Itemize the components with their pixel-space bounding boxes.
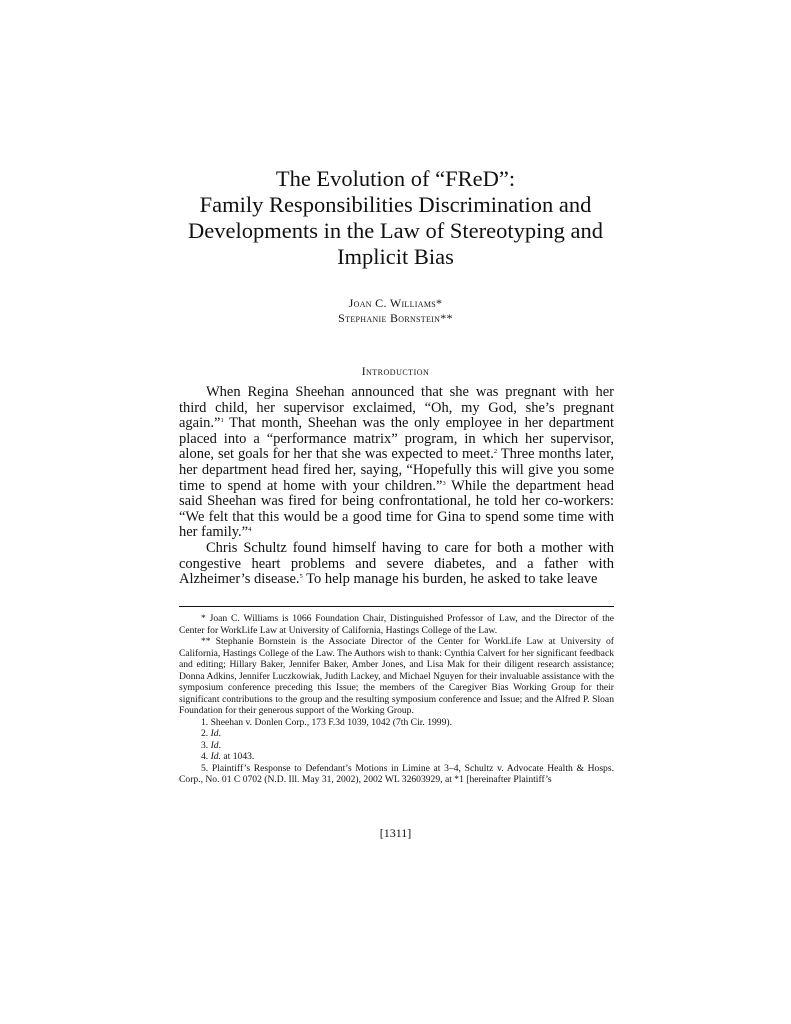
footnote-2-rest: . xyxy=(218,728,222,739)
footnote-ref-4[interactable]: 4 xyxy=(248,526,252,534)
footnotes xyxy=(179,613,614,786)
title-line-1: The Evolution of “FReD”: xyxy=(275,166,516,191)
footnote-ref-1[interactable]: 1 xyxy=(220,417,224,425)
footnote-2 xyxy=(179,728,614,740)
paragraph-1 xyxy=(179,385,614,541)
footnote-1-number: 1. xyxy=(201,716,209,728)
footnote-author-1: * Joan C. Williams is 1066 Foundation Chair, Distinguished Professor of Law, and the Director of the Center for WorkLife Law at University of California, Hastings College of the Law. xyxy=(179,613,614,636)
p1-sentence-3: Three months later, her department head fired her, saying, “Hopefully this will give you some time to spend at home with your children.” xyxy=(179,446,614,494)
footnote-3-id: Id xyxy=(210,739,219,751)
article-title xyxy=(150,166,641,270)
p1-sentence-1: When Regina Sheehan announced that she was pregnant with her third child, her supervisor exclaimed, “Oh, my God, she’s pregnant again.” xyxy=(179,384,614,432)
footnote-ref-3[interactable]: 3 xyxy=(442,479,446,487)
footnote-ref-5[interactable]: 5 xyxy=(299,573,303,581)
section-heading: Introduction xyxy=(361,366,430,378)
p1-sentence-4: While the department head said Sheehan was fired for being confrontational, he told her co-workers: “We felt that this would be a good time for Gina to spend some time with her family.” xyxy=(179,477,614,541)
body-text xyxy=(179,385,614,588)
title-line-4: Implicit Bias xyxy=(337,244,454,269)
author-list xyxy=(150,296,641,326)
p2-sentence-2: To help manage his burden, he asked to take leave xyxy=(302,571,598,588)
p2-sentence-1: Chris Schultz found himself having to care for both a mother with congestive heart problems and severe diabetes, and a father with Alzheimer’s disease. xyxy=(179,539,614,588)
title-line-2: Family Responsibilities Discrimination and xyxy=(199,192,592,217)
title-line-3: Developments in the Law of Stereotyping and xyxy=(188,218,603,243)
paragraph-2 xyxy=(179,541,614,588)
footnote-author-2: ** Stephanie Bornstein is the Associate Director of the Center for WorkLife Law at University of California, Hastings College of the Law. The Authors wish to thank: Cynthia Calvert for her significant feedback and editing; Hillary Baker, Jennifer Baker, Amber Jones, and Lisa Mak for their diligent research assistance; Donna Adkins, Jennifer Luczkowiak, Judith Lackey, and Michael Nguyen for their invaluable assistance with the symposium conference preceding this Issue; the members of the Caregiver Bias Working Group for their significant contributions to the group and the resulting symposium conference and Issue; and the Alfred P. Sloan Foundation for their generous support of the Working Group. xyxy=(179,636,614,716)
footnote-ref-2[interactable]: 2 xyxy=(493,448,498,456)
footnote-4-rest: at 1043. xyxy=(221,751,255,762)
footnote-4-id: Id. xyxy=(210,751,221,762)
footnote-2-id: Id xyxy=(210,728,219,739)
footnote-3-rest: . xyxy=(218,739,222,751)
p1-sentence-2: That month, Sheehan was the only employee in her department placed into a “performance matrix” program, in which her supervisor, alone, set goals for her that she was expected to meet. xyxy=(179,415,614,463)
author-bornstein: Stephanie Bornstein** xyxy=(338,311,453,325)
footnote-3-number: 3. xyxy=(201,739,209,751)
footnote-divider xyxy=(179,606,614,607)
author-williams: Joan C. Williams* xyxy=(348,296,443,310)
footnote-3 xyxy=(179,740,614,752)
footnote-2-number: 2. xyxy=(201,728,209,739)
footnote-4 xyxy=(179,751,614,763)
footnote-1-text: Sheehan v. Donlen Corp., 173 F.3d 1039, 1042 (7th Cir. 1999). xyxy=(208,716,452,728)
footnote-1 xyxy=(179,717,614,729)
footnote-5-number: 5. xyxy=(201,762,209,774)
footnote-5 xyxy=(179,763,614,786)
footnote-5-text: Plaintiff’s Response to Defendant’s Motions in Limine at 3–4, Schultz v. Advocate Health & Hosps. Corp., No. 01 C 0702 (N.D. Ill. May 31, 2002), 2002 WL 32603929, at *1 [hereinafter Plaintiff’s xyxy=(179,762,614,785)
footnote-4-number: 4. xyxy=(201,751,209,762)
page-number: [1311] xyxy=(379,826,412,840)
